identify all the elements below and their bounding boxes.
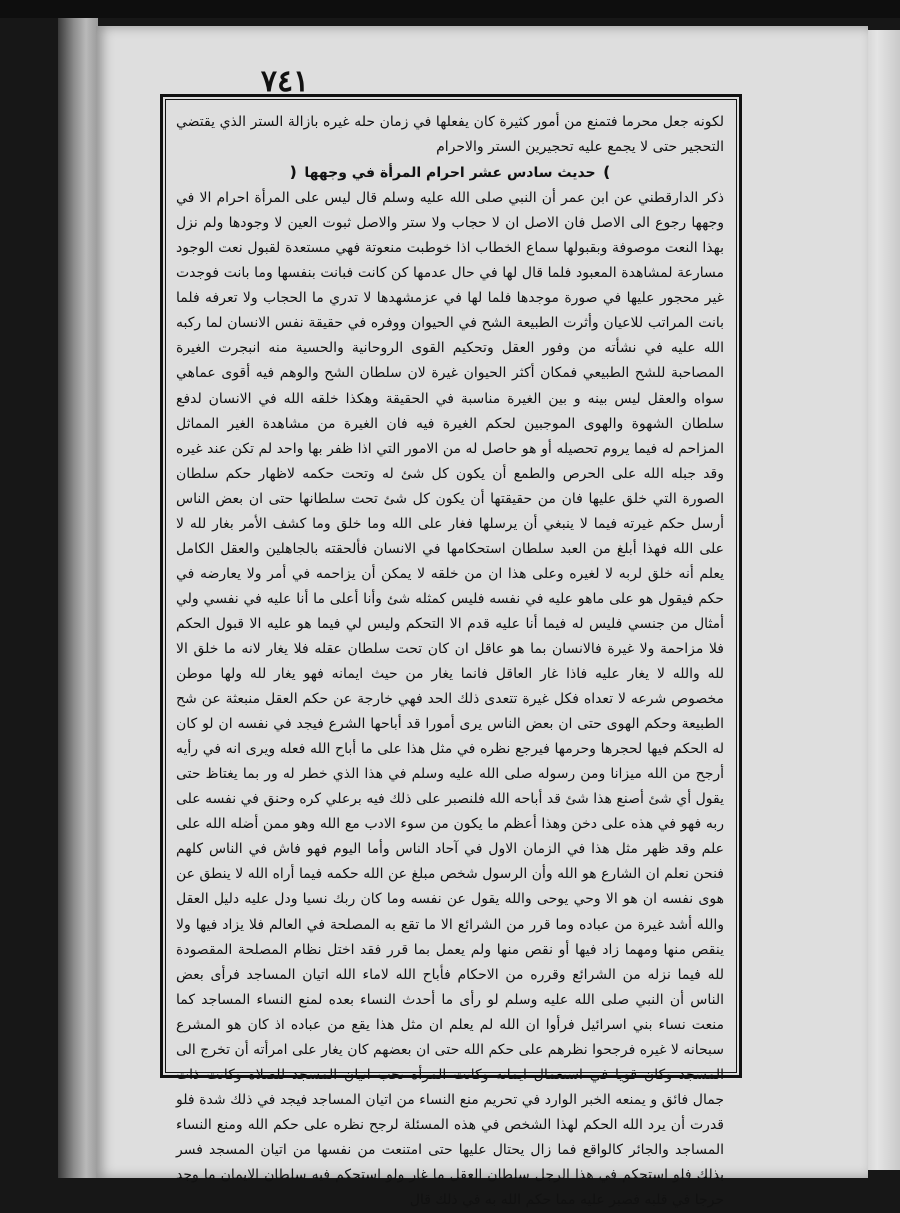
chapter-heading bbox=[176, 160, 724, 186]
heading-ornament-right: ❫ bbox=[600, 163, 614, 182]
book-spine-edge bbox=[58, 18, 98, 1178]
main-paragraph: ذكر الدارقطني عن ابن عمر أن النبي صلى الله عليه وسلم قال ليس على المرأة احرام الا في وجهها رجوع الى الاصل فان الاصل ان لا حجاب ولا ستر والاصل ثبوت العين لا وجودها ولم نزل بهذا النعت موصوفة وبقبولها سماع الخطاب اذا خوطبت منعوتة فهي مستعدة لقبول نعت الوجود مسارعة لمشاهدة المعبود فلما قال لها في حال عدمها كن كانت فبانت بنفسها وما بانت فوجدت غير محجور عليها في صورة موجدها فلما لها في عزمشهدها لا تدري ما الحجاب ولا تعرفه فلما بانت المراتب للاعيان وأثرت الطبيعة الشح في الحيوان ووفره في حقيقة نفس الانسان لما ركبه الله عليه في نشأته من وفور العقل وتحكيم القوى الروحانية والحسية منه انبجرت الغيرة المصاحبة للشح الطبيعي فمكان أكثر الحيوان غيرة لان سلطان الشح والوهم فيه أقوى عماهي سواه والعقل ليس بينه و بين الغيرة مناسبة في الحقيقة وهكذا خلقه الله في الانسان لدفع سلطان الشهوة والهوى الموجبين لحكم الغيرة فيه فان الغيرة من مشاهدة الغير المماثل المزاحم له فيما يروم تحصيله أو هو حاصل له من الامور التي اذا ظفر بها واحد لم تكن عند غيره وقد جبله الله على الحرص والطمع أن يكون كل شئ له وتحت حكمه لاظهار حكم سلطان الصورة التي خلق عليها فان من حقيقتها أن يكون كل شئ تحت سلطانها حتى ان بعض الناس أرسل حكم غيرته فيما لا ينبغي أن يرسلها فغار على الله وما خلق وما كشف الأمر بغار لله لا على الله فهذا أبلغ من العبد سلطان استحكامها في الانسان فألحقته بالجاهلين والعقل الكامل يعلم أنه خلق لربه لا لغيره وعلى هذا ان من خلقه لا يمكن أن يزاحمه في أمر ولا يعارضه في حكم فيقول هو على ماهو عليه في نفسه فليس كمثله شئ وأنا أعلى ما أنا عليه في نفسي ولي أمثال من جنسي فليس له فيما أنا عليه قدم الا التحكم وليس لي فيما هو عليه الا قبول الحكم فلا مزاحمة ولا غيرة فالانسان بما هو عاقل ان كان تحت سلطان عقله فلا يغار لانه ما خلق الا لله والله لا يغار عليه فاذا غار العاقل فانما يغار من حيث ايمانه فهو يغار لله ولها موطن مخصوص شرعه لا تعداه فكل غيرة تتعدى ذلك الحد فهي خارجة عن حكم العقل منبعثة عن شح الطبيعة وحكم الهوى حتى ان بعض الناس يرى أمورا قد أباحها الشرع فيجد في نفسه ان لو كان له الحكم فيها لحجرها وحرمها فيرجع نظره في مثل هذا على ما أباح الله فعله ويرى انه في رأيه أرجح من الله ميزانا ومن رسوله صلى الله عليه وسلم في هذا الذي خطر له ور بما يغتاظ حتى يقول أي شئ أصنع هذا شئ قد أباحه الله فلنصبر على ذلك فيه برعلي كره وحنق في نفسه على ربه فهو في هذه على دخن وهذا أعظم ما يكون من سوء الادب مع الله وهو ممن أضله الله على علم وقد ظهر مثل هذا في الزمان الاول في آحاد الناس وأما اليوم فهو فاش في الناس كلهم فنحن نعلم ان الشارع هو الله وأن الرسول شخص مبلغ عن الله حكمه فيما أراه الله لا ينطق عن هوى نفسه ان هو الا وحي يوحى والله يقول عن نفسه وما كان ربك نسيا ودل عليه دليل العقل والله أشد غيرة من عباده وما قرر من الشرائع الا ما تقع به المصلحة في العالم فلا يزاد فيها ولا ينقص منها ومهما زاد فيها أو نقص منها ولم يعمل بما قرر فقد اختل نظام المصلحة المقصودة لله فيما نزله من الشرائع وقرره من الاحكام فأباح الله لاماء الله اتيان المساجد فرأى بعض الناس أن النبي صلى الله عليه وسلم لو رأى ما أحدث النساء بعده لمنع النساء المساجد كما منعت نساء بني اسرائيل فرأوا ان الله لم يعلم ان مثل هذا يقع من عباده اذ كان هو المشرع سبحانه لا غيره فرجحوا نظرهم على حكم الله حتى ان بعضهم كان يغار على امرأته أن تخرج الى المسجد وكان قويا في استعمال ايمانه وكانت المرأة تحب اتيان المسجد للصلاة وكانت ذات جمال فائق و يمنعه الخبر الوارد في تحريم منع النساء من اتيان المساجد فيجد في ذلك شدة فلو قدرت أن يرد الله الحكم لهذا الشخص في هذه المسئلة لرجح نظره على حكم الله ومنع النساء المساجد والجائر كالواقع فما زال يحتال عليها حتى امتنعت من نفسها من اتيان المسجد فسر بذلك فلو استحكم في هذا الرجل سلطان العقل ما غار ولو استحكم فيه سلطان الايمان ما وجد حرجا في قلبه فصبر عليه مما حكم الله به في ذلك قال bbox=[176, 190, 724, 1209]
heading-ornament-left: ❪ bbox=[286, 163, 300, 182]
scan-background-top bbox=[0, 0, 900, 18]
intro-paragraph: لكونه جعل محرما فتمنع من أمور كثيرة كان يفعلها في زمان حله غيره بازالة الستر الذي يقتضي التحجير حتى لا يجمع عليه تحجيرين الستر والاحرام bbox=[176, 114, 724, 156]
chapter-heading-text: حديث سادس عشر احرام المرأة في وجهها bbox=[304, 165, 596, 182]
page-text-block bbox=[176, 110, 724, 1209]
page-number: ٧٤١ bbox=[260, 64, 310, 99]
